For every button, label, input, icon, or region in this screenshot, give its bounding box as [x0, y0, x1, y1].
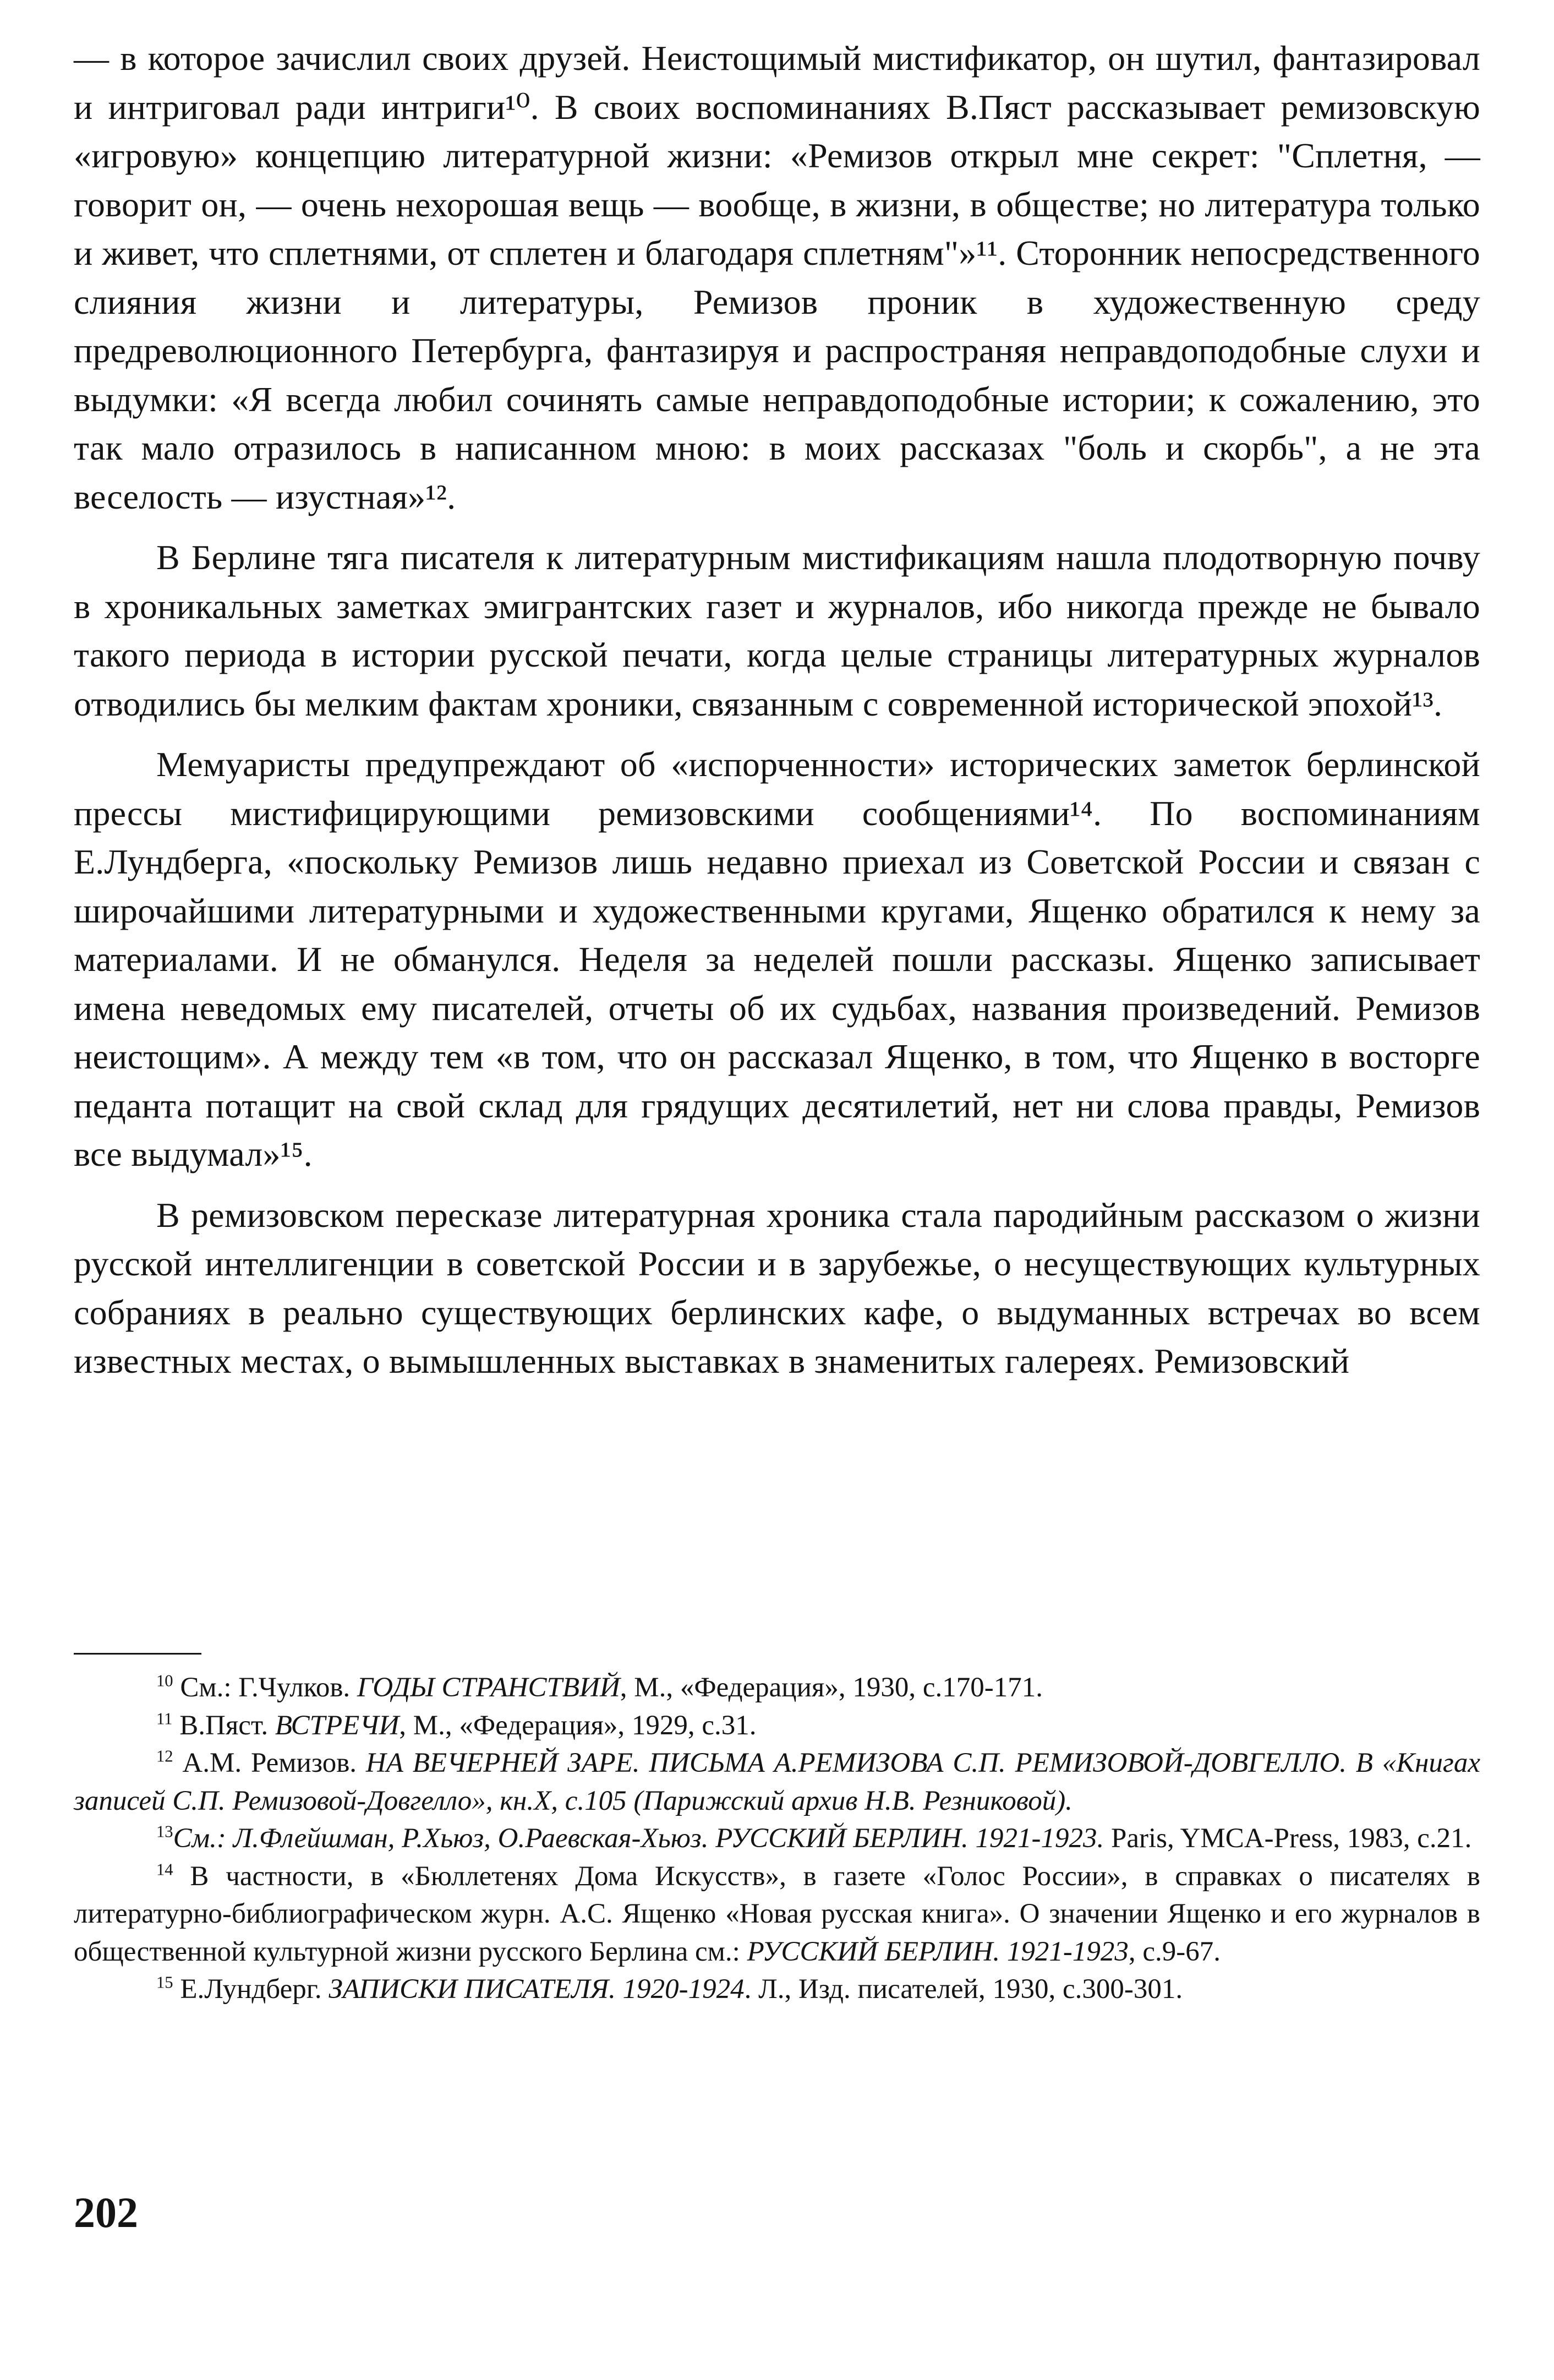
footnote-mark: 14 — [156, 1860, 173, 1879]
footnote-text: Е.Лундберг. — [173, 1974, 329, 2005]
footnote-title: РУССКИЙ БЕРЛИН. 1921-1923. — [715, 1823, 1104, 1854]
paragraph: Мемуаристы предупреждают об «испорченности» исторических заметок берлинской прессы мистифицирующими ремизовскими сообщениями¹⁴. По воспоминаниям Е.Лундберга, «поскольку Ремизов лишь недавно приехал из Советской России и связан с широчайшими литературными и художественными кругами, Ященко обратился к нему за материалами. И не обманулся. Неделя за неделей пошли рассказы. Ященко записывает имена неведомых ему писателей, отчеты об их судьбах, названия произведений. Ремизов неистощим». А между тем «в том, что он рассказал Ященко, в том, что Ященко в восторге педанта потащит на свой склад для грядущих десятилетий, нет ни слова правды, Ремизов все выдумал»¹⁵. — [74, 745, 1480, 1173]
footnote-text: См.: Г.Чулков. — [173, 1672, 357, 1703]
footnote-mark: 12 — [156, 1746, 173, 1766]
footnote-mark: 10 — [156, 1671, 173, 1690]
page-number: 202 — [74, 2188, 138, 2236]
footnote-title: ВСТРЕЧИ — [275, 1710, 400, 1741]
footnote-title: НА ВЕЧЕРНЕЙ ЗАРЕ. ПИСЬМА А.РЕМИЗОВА С.П. РЕМИЗОВОЙ-ДОВГЕЛЛО. В «Книгах записей С.П. Ремизовой-Довгелло», кн.Х, с.105 (Парижский архив Н.В. Резниковой). — [74, 1748, 1481, 1816]
footnote-separator — [74, 1653, 201, 1655]
footnote-mark: 13 — [156, 1822, 173, 1841]
footnotes — [74, 1669, 1480, 2008]
footnote-text: А.М. Ремизов. — [173, 1748, 366, 1778]
footnote-text: , М., «Федерация», 1930, с.170-171. — [620, 1672, 1043, 1703]
paragraph: — в которое зачислил своих друзей. Неистощимый мистификатор, он шутил, фантазировал и интриговал ради интриги¹⁰. В своих воспоминаниях В.Пяст рассказывает ремизовскую «игровую» концепцию литературной жизни: «Ремизов открыл мне секрет: "Сплетня, — говорит он, — очень нехорошая вещь — вообще, в жизни, в обществе; но литература только и живет, что сплетнями, от сплетен и благодаря сплетням"»¹¹. Сторонник непосредственного слияния жизни и литературы, Ремизов проник в художественную среду предреволюционного Петербурга, фантазируя и распространяя неправдоподобные слухи и выдумки: «Я всегда любил сочинять самые неправдоподобные истории; к сожалению, это так мало отразилось в написанном мною: в моих рассказах "боль и скорбь", а не эта веселость — изустная»¹². — [74, 39, 1480, 516]
footnote-title: См.: Л.Флейшман, Р.Хьюз, О.Раевская-Хьюз. — [173, 1823, 716, 1854]
footnote-text: В.Пяст. — [172, 1710, 275, 1741]
footnote-11 — [74, 1707, 1480, 1745]
footnote-12 — [74, 1744, 1480, 1820]
footnote-mark: 11 — [156, 1709, 173, 1728]
paragraph: В Берлине тяга писателя к литературным мистификациям нашла плодотворную почву в хроникальных заметках эмигрантских газет и журналов, ибо никогда прежде не бывало такого периода в истории русской печати, когда целые страницы литературных журналов отводились бы мелким фактам хроники, связанным с современной исторической эпохой¹³. — [74, 538, 1480, 723]
paragraph: В ремизовском пересказе литературная хроника стала пародийным рассказом о жизни русской интеллигенции в советской России и в зарубежье, о несуществующих культурных собраниях в реально существующих берлинских кафе, о выдуманных встречах во всем известных местах, о вымышленных выставках в знаменитых галереях. Ремизовский — [74, 1195, 1480, 1380]
footnote-title: РУССКИЙ БЕРЛИН. 1921-1923 — [747, 1936, 1129, 1967]
footnote-title: ГОДЫ СТРАНСТВИЙ — [357, 1672, 620, 1703]
footnote-mark: 15 — [156, 1973, 173, 1992]
footnote-text: . Л., Изд. писателей, 1930, с.300-301. — [744, 1974, 1183, 2005]
footnote-title: ЗАПИСКИ ПИСАТЕЛЯ. 1920-1924 — [329, 1974, 745, 2005]
footnote-text: Paris, YMCA-Press, 1983, с.21. — [1104, 1823, 1472, 1854]
footnote-14 — [74, 1858, 1480, 1971]
footnote-13 — [74, 1820, 1480, 1858]
footnote-text: , с.9-67. — [1128, 1936, 1221, 1967]
footnote-15 — [74, 1970, 1480, 2008]
main-text — [74, 34, 1480, 1386]
footnote-text: , М., «Федерация», 1929, с.31. — [399, 1710, 757, 1741]
footnote-text: В частности, в «Бюллетенях Дома Искусств», в газете «Голос России», в справках о писателях в литературно-библиографическом журн. А.С. Ященко «Новая русская книга». О значении Ященко и его журналов в общественной культурной жизни русского Берлина см.: — [74, 1860, 1480, 1967]
footnote-10 — [74, 1669, 1480, 1707]
